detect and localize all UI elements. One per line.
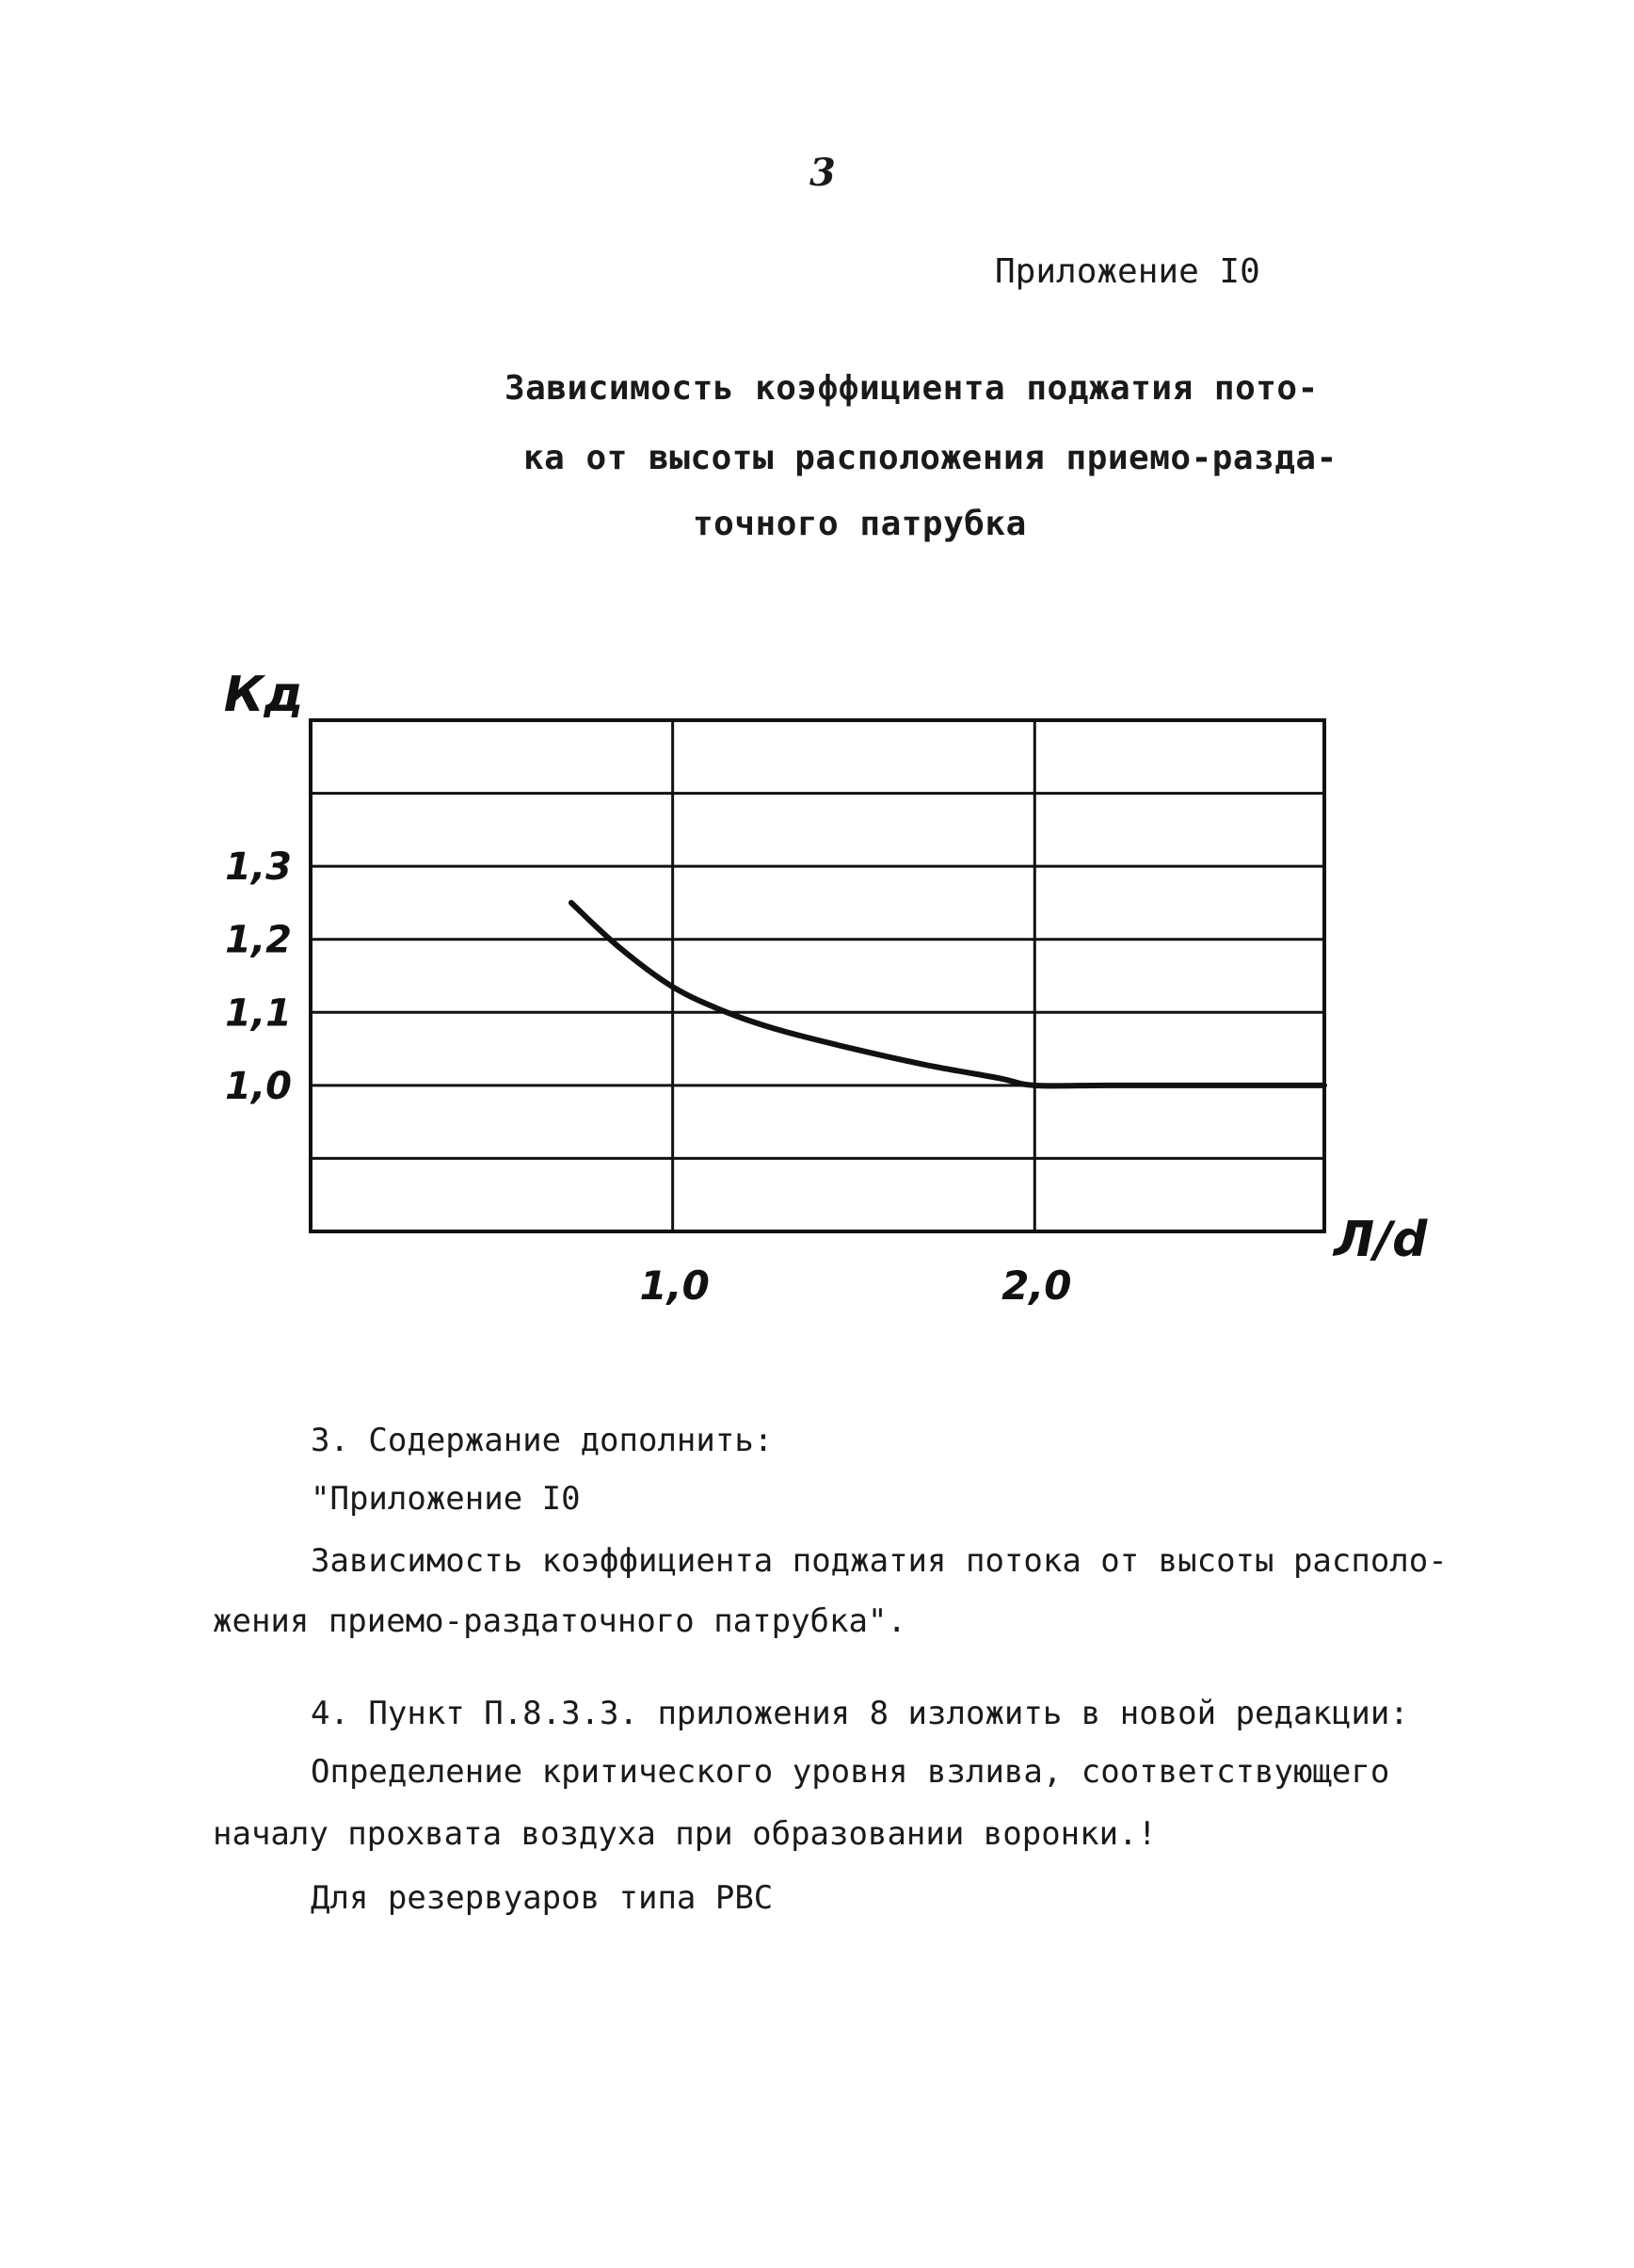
label-layer bbox=[224, 667, 1428, 1309]
x-axis-label: Л/d bbox=[1334, 1212, 1428, 1268]
page-number: 3 bbox=[809, 151, 836, 195]
y-tick-label: 1,2 bbox=[225, 918, 292, 962]
paragraph-tank-type: Для резервуаров типа РВС bbox=[311, 1879, 774, 1917]
y-tick-label: 1,1 bbox=[225, 991, 292, 1036]
paragraph-appendix-ref: "Приложение I0 bbox=[311, 1480, 581, 1518]
series-layer bbox=[571, 903, 1324, 1086]
title-line-2: ка от высоты расположения приемо-разда- bbox=[523, 439, 1338, 477]
paragraph-4: 4. Пункт П.8.3.3. приложения 8 изложить в новой редакции: bbox=[311, 1695, 1409, 1732]
paragraph-title-ref-2: жения приемо-раздаточного патрубка". bbox=[213, 1602, 906, 1640]
title-line-3: точного патрубка bbox=[693, 505, 1027, 543]
x-tick-label: 1,0 bbox=[639, 1263, 710, 1309]
y-tick-label: 1,0 bbox=[225, 1064, 292, 1108]
paragraph-3: 3. Содержание дополнить: bbox=[311, 1422, 774, 1459]
paragraph-definition-1: Определение критического уровня взлива, соответствующего bbox=[311, 1753, 1390, 1791]
x-tick-label: 2,0 bbox=[1001, 1263, 1072, 1309]
paragraph-title-ref-1: Зависимость коэффициента поджатия потока от высоты располо- bbox=[311, 1542, 1448, 1580]
series-line bbox=[571, 903, 1324, 1086]
plot-frame bbox=[311, 720, 1324, 1231]
y-tick-label: 1,3 bbox=[225, 845, 292, 890]
y-axis-label: Кд bbox=[223, 667, 304, 723]
appendix-label: Приложение I0 bbox=[995, 252, 1260, 291]
title-line-1: Зависимость коэффициента поджатия пото- bbox=[505, 369, 1319, 408]
chart-svg bbox=[207, 659, 1450, 1318]
grid-layer bbox=[311, 720, 1324, 1231]
paragraph-definition-2: началу прохвата воздуха при образовании воронки.! bbox=[213, 1815, 1158, 1853]
chart bbox=[207, 659, 1450, 1318]
